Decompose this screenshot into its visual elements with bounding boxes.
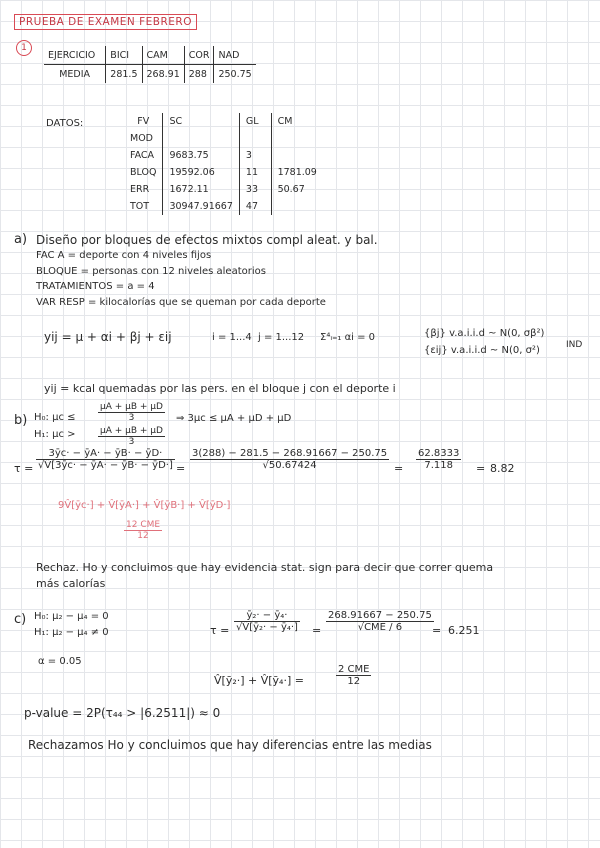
tau-c-denominator: √V̂[ȳ₂· − ȳ₄·]	[236, 622, 298, 633]
tau-b: τ =	[14, 462, 34, 475]
numeric-denominator: 7.118	[424, 460, 453, 471]
equals: =	[176, 462, 186, 475]
substituted-numerator: 3(288) − 281.5 − 268.91667 − 250.75	[192, 448, 388, 459]
equals: =	[432, 624, 442, 637]
anova-row-label: FACA	[130, 150, 155, 161]
anova-header: CM	[271, 113, 323, 130]
variance-den: 12	[137, 531, 149, 541]
constraint: Σ⁴ᵢ₌₁ αi = 0	[320, 332, 376, 343]
anova-row-label: TOT	[130, 201, 150, 212]
variance-c-den: 12	[347, 676, 361, 687]
h0-fraction-den: 3	[128, 413, 135, 423]
anova-cell: 50.67	[271, 181, 323, 198]
page-title: PRUEBA DE EXAMEN FEBRERO	[14, 14, 197, 30]
model-equation: yij = μ + αi + βj + εij	[44, 330, 172, 344]
anova-cell: 11	[239, 164, 271, 181]
tau-b-substituted	[190, 448, 389, 471]
row-label: MEDIA	[44, 65, 106, 84]
variance-note: 9V̂[ȳc·] + V̂[ȳA·] + V̂[ȳB·] + V̂[ȳD·]	[58, 500, 231, 511]
variance-c-fraction	[336, 664, 371, 687]
means-table	[44, 46, 256, 83]
variance-fraction	[124, 520, 162, 541]
range-j: j = 1...12	[258, 332, 305, 343]
p-value: p-value = 2P(τ₄₄ > |6.2511|) ≈ 0	[24, 706, 221, 720]
part-a-line2: FAC A = deporte con 4 niveles fijos	[36, 250, 212, 261]
h0-fraction	[98, 402, 165, 423]
table-header: NAD	[214, 46, 256, 65]
tau-b-denominator: √V̂[3ȳc· − ȳA· − ȳB· − ȳD·]	[38, 460, 173, 471]
equals: =	[312, 624, 322, 637]
anova-cell	[239, 130, 271, 147]
h0-c: H₀: μ₂ − μ₄ = 0	[34, 611, 109, 622]
tau-b-numerator: 3ȳc· − ȳA· − ȳB· − ȳD·	[36, 448, 175, 460]
anova-cell	[271, 147, 323, 164]
tau-c-sub-den: √CME / 6	[357, 622, 403, 633]
substituted-denominator: √50.67424	[262, 460, 317, 471]
table-cell: 250.75	[214, 65, 256, 84]
table-cell: 281.5	[106, 65, 142, 84]
h0-b: H₀: μc ≤	[34, 412, 76, 423]
tau-c-result: 6.251	[448, 624, 480, 637]
h1-fraction-num: μA + μB + μD	[100, 426, 163, 436]
anova-cell	[271, 198, 323, 215]
response-meaning: yij = kcal quemadas por las pers. en el bloque j con el deporte i	[44, 382, 396, 395]
anova-cell: 30947.91667	[163, 198, 239, 215]
anova-row-label: MOD	[130, 133, 153, 144]
tau-b-fraction	[36, 448, 175, 471]
h1-fraction	[98, 426, 165, 447]
problem-number: 1	[16, 40, 32, 56]
alpha: α = 0.05	[38, 656, 82, 667]
anova-cell: 33	[239, 181, 271, 198]
table-header: COR	[184, 46, 214, 65]
anova-cell: 19592.06	[163, 164, 239, 181]
h1-c: H₁: μ₂ − μ₄ ≠ 0	[34, 627, 109, 638]
equals: =	[394, 462, 404, 475]
tau-b-numeric	[416, 448, 461, 471]
table-header: EJERCICIO	[48, 49, 96, 61]
anova-cell: 47	[239, 198, 271, 215]
tau-c-substituted	[326, 610, 434, 633]
table-cell: 268.91	[142, 65, 184, 84]
range-i: i = 1...4	[212, 332, 252, 343]
tau-c-numerator: ȳ₂· − ȳ₄·	[234, 610, 300, 622]
variance-c: V̂[ȳ₂·] + V̂[ȳ₄·] =	[214, 674, 304, 687]
distribution-beta: {βj} v.a.i.i.d ~ N(0, σβ²)	[424, 328, 545, 339]
part-a-label: a)	[14, 232, 28, 247]
anova-cell: 1672.11	[163, 181, 239, 198]
anova-header: GL	[239, 113, 271, 130]
anova-row-label: ERR	[130, 184, 150, 195]
tau-c-fraction	[234, 610, 300, 633]
part-b-label: b)	[14, 413, 28, 428]
h1-b: H₁: μc >	[34, 429, 76, 440]
anova-cell	[271, 130, 323, 147]
distribution-eps: {εij} v.a.i.i.d ~ N(0, σ²)	[424, 345, 540, 356]
tau-c-sub-num: 268.91667 − 250.75	[328, 610, 432, 621]
anova-table	[124, 113, 323, 215]
conclusion-b-2: más calorías	[36, 577, 106, 590]
variance-c-num: 2 CME	[338, 664, 370, 675]
part-a-line1: Diseño por bloques de efectos mixtos compl aleat. y bal.	[36, 233, 378, 247]
anova-cell: 1781.09	[271, 164, 323, 181]
equals: =	[476, 462, 486, 475]
part-a-line5: VAR RESP = kilocalorías que se queman por cada deporte	[36, 297, 326, 308]
tau-c: τ =	[210, 624, 230, 637]
h1-fraction-den: 3	[128, 437, 135, 447]
part-a-line4: TRATAMIENTOS = a = 4	[36, 281, 155, 292]
h0-fraction-num: μA + μB + μD	[100, 402, 163, 412]
conclusion-b-1: Rechaz. Ho y concluimos que hay evidencia stat. sign para decir que correr quema	[36, 561, 494, 574]
table-header: CAM	[142, 46, 184, 65]
anova-header: SC	[163, 113, 239, 130]
part-c-label: c)	[14, 612, 27, 627]
anova-cell: 9683.75	[163, 147, 239, 164]
table-cell: 288	[184, 65, 214, 84]
anova-cell	[163, 130, 239, 147]
anova-header: FV	[137, 116, 150, 127]
numeric-numerator: 62.8333	[418, 448, 460, 459]
anova-row-label: BLOQ	[130, 167, 157, 178]
datos-label: DATOS:	[46, 118, 84, 129]
conclusion-c: Rechazamos Ho y concluimos que hay diferencias entre las medias	[28, 738, 432, 752]
variance-num: 12 CME	[126, 520, 161, 530]
implication: ⇒ 3μc ≤ μA + μD + μD	[176, 413, 292, 424]
part-a-line3: BLOQUE = personas con 12 niveles aleatorios	[36, 266, 266, 277]
ind-label: IND	[566, 340, 583, 350]
tau-b-result: 8.82	[490, 462, 515, 475]
table-header: BICI	[106, 46, 142, 65]
anova-cell: 3	[239, 147, 271, 164]
